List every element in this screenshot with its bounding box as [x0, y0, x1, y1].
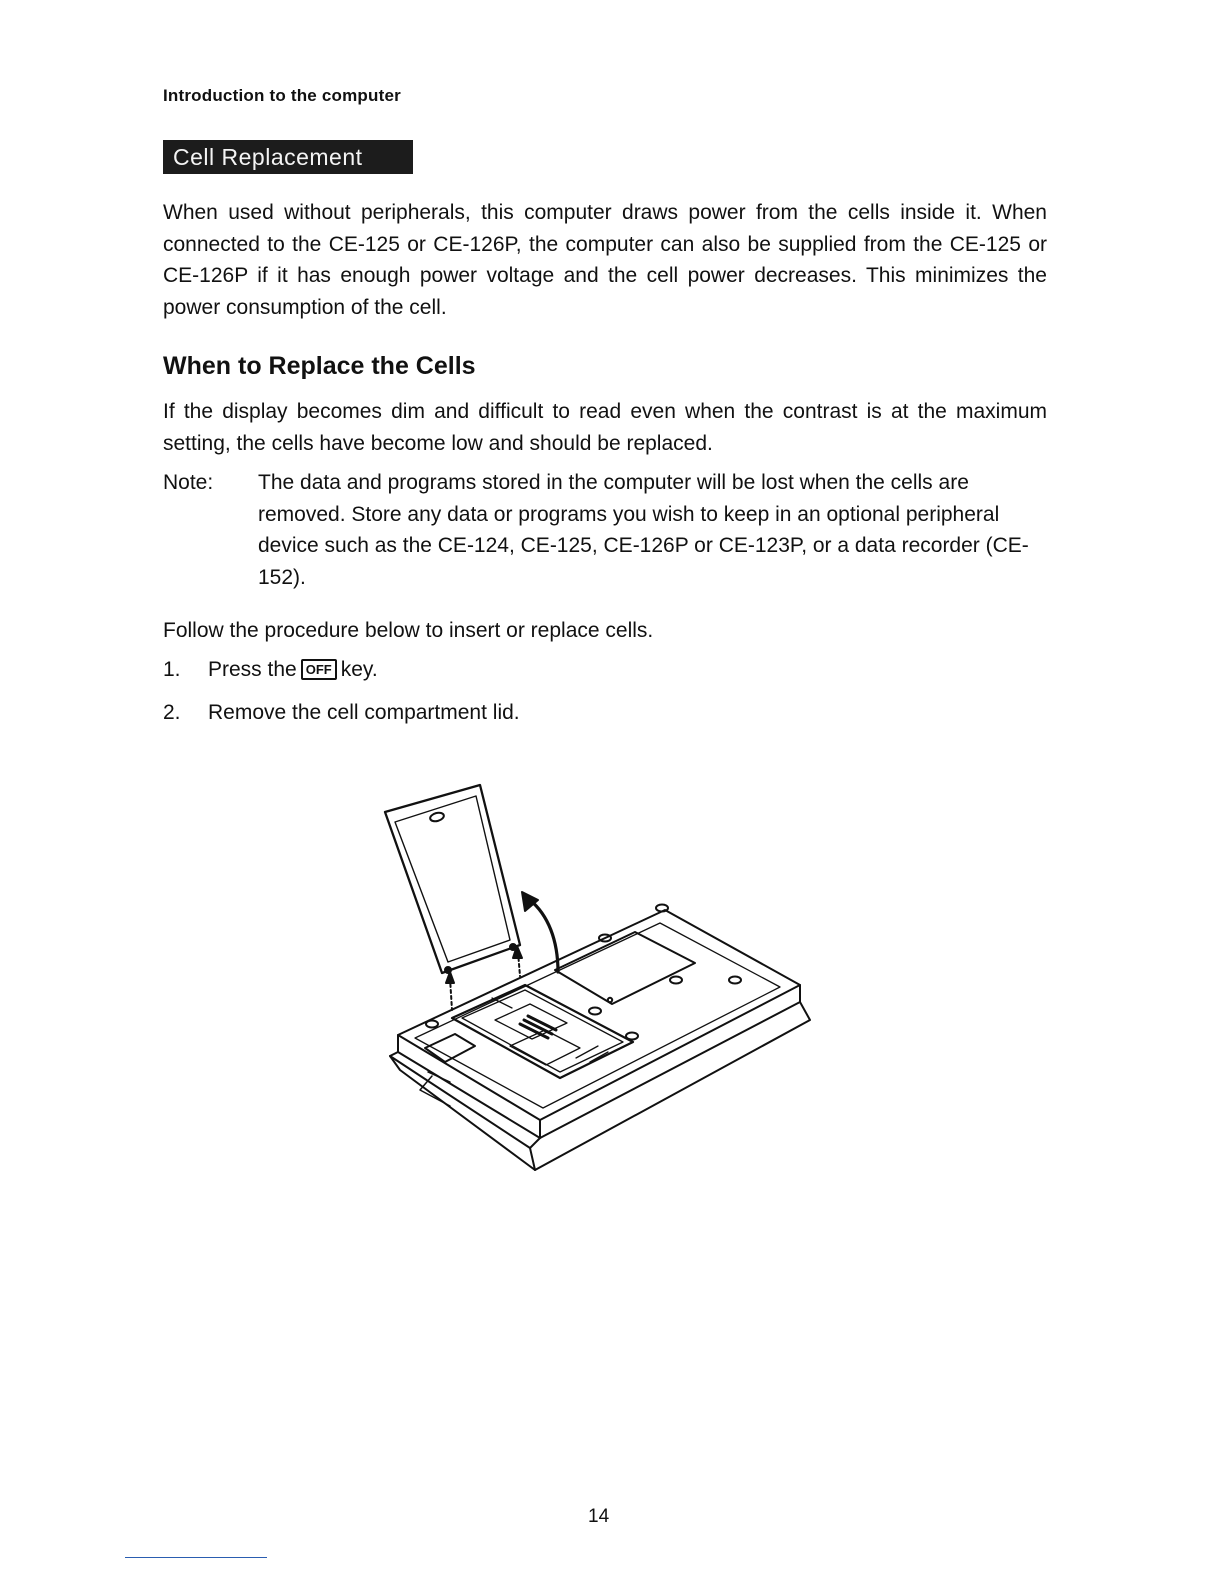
note-text: The data and programs stored in the computer will be lost when the cells are removed. Store any data or programs you wish to keep in an optional peripheral device such as the CE-124, CE-125, CE-126P or CE-123P, or a data recorder (CE-152). [258, 471, 1029, 589]
step-text: Remove the cell compartment lid. [208, 701, 520, 724]
step-2 [163, 698, 520, 728]
procedure-lead: Follow the procedure below to insert or replace cells. [163, 619, 654, 642]
step-number: 2. [163, 701, 181, 724]
subsection-heading: When to Replace the Cells [163, 352, 476, 380]
page-number: 14 [588, 1506, 610, 1527]
subsection-paragraph: If the display becomes dim and difficult to read even when the contrast is at the maximum setting, the cells have become low and should be replaced. [163, 400, 1047, 455]
note-label: Note: [163, 471, 214, 494]
section-title: Cell Replacement [163, 140, 413, 174]
step-number: 1. [163, 658, 181, 681]
intro-paragraph: When used without peripherals, this computer draws power from the cells inside it. When connected to the CE-125 or CE-126P, the computer can also be supplied from the CE-125 or CE-126P if it has enough power voltage and the cell power decreases. This minimizes the power consumption of the cell. [163, 201, 1047, 319]
step-text-after: key. [340, 658, 378, 681]
step-text-before: Press the [208, 658, 297, 681]
footer-rule [125, 1557, 267, 1558]
calculator-cell-compartment-illustration [380, 780, 840, 1175]
step-1 [163, 655, 378, 685]
off-key-icon: OFF [301, 659, 337, 680]
running-header: Introduction to the computer [163, 86, 401, 105]
